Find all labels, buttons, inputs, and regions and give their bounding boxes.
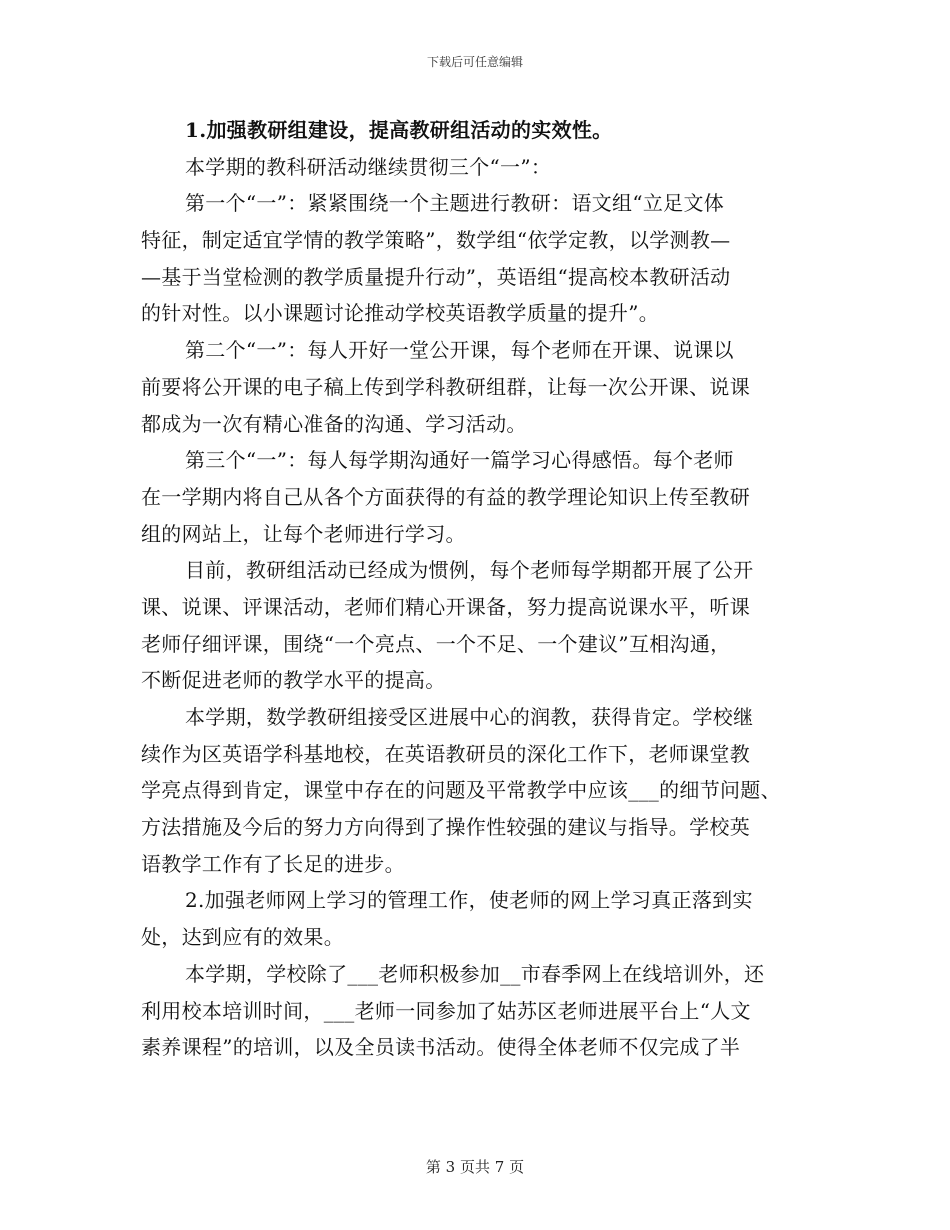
paragraph-line: 第三个“一”：每人每学期沟通好一篇学习心得感悟。每个老师 <box>185 448 734 473</box>
paragraph-line: 利用校本培训时间，___老师一同参加了姑苏区老师进展平台上“人文 <box>141 998 751 1023</box>
paragraph-line: 语教学工作有了长足的进步。 <box>141 851 405 876</box>
paragraph-line: 方法措施及今后的努力方向得到了操作性较强的建议与指导。学校英 <box>141 815 750 840</box>
paragraph-line: 都成为一次有精心准备的沟通、学习活动。 <box>141 411 527 436</box>
page-footer: 第 3 页共 7 页 <box>425 1158 525 1176</box>
paragraph-line: 学亮点得到肯定，课堂中存在的问题及平常教学中应该___的细节问题、 <box>141 778 781 803</box>
paragraph-line: 第一个“一”：紧紧围绕一个主题进行教研：语文组“立足文体 <box>185 191 725 216</box>
paragraph-line: 本学期，学校除了___老师积极参加__市春季网上在线培训外，还 <box>185 961 765 986</box>
page-header: 下载后可任意编辑 <box>426 55 523 69</box>
section-heading-1: 1.加强教研组建设，提高教研组活动的实效性。 <box>185 118 613 142</box>
document-body <box>141 112 821 1066</box>
paragraph-line: 本学期的教科研活动继续贯彻三个“一”： <box>185 154 552 179</box>
paragraph-line: 不断促进老师的教学水平的提高。 <box>141 668 446 693</box>
paragraph-line: 素养课程”的培训，以及全员读书活动。使得全体老师不仅完成了半 <box>141 1035 741 1060</box>
paragraph-line: 本学期，数学教研组接受区进展中心的润教，获得肯定。学校继 <box>185 705 754 729</box>
section-heading-2: 2.加强老师网上学习的管理工作，使老师的网上学习真正落到实 <box>185 888 753 913</box>
paragraph-line: 处，达到应有的效果。 <box>141 925 344 950</box>
paragraph-line: —基于当堂检测的教学质量提升行动”，英语组“提高校本教研活动 <box>141 264 731 289</box>
paragraph-line: 的针对性。以小课题讨论推动学校英语教学质量的提升”。 <box>141 301 660 326</box>
paragraph-line: 前要将公开课的电子稿上传到学科教研组群，让每一次公开课、说课 <box>141 374 750 399</box>
paragraph-line: 特征，制定适宜学情的教学策略”，数学组“依学定教，以学测教— <box>141 228 731 253</box>
paragraph-line: 老师仔细评课，围绕“一个亮点、一个不足、一个建议”互相沟通， <box>141 631 731 656</box>
paragraph-line: 目前，教研组活动已经成为惯例，每个老师每学期都开展了公开 <box>185 558 754 583</box>
paragraph-line: 第二个“一”：每人开好一堂公开课，每个老师在开课、说课以 <box>185 338 734 363</box>
paragraph-line: 课、说课、评课活动，老师们精心开课备，努力提高说课水平，听课 <box>141 594 750 619</box>
paragraph-line: 组的网站上，让每个老师进行学习。 <box>141 521 466 546</box>
paragraph-line: 在一学期内将自己从各个方面获得的有益的教学理论知识上传至教研 <box>141 484 750 509</box>
paragraph-line: 续作为区英语学科基地校，在英语教研员的深化工作下，老师课堂教 <box>141 741 750 766</box>
